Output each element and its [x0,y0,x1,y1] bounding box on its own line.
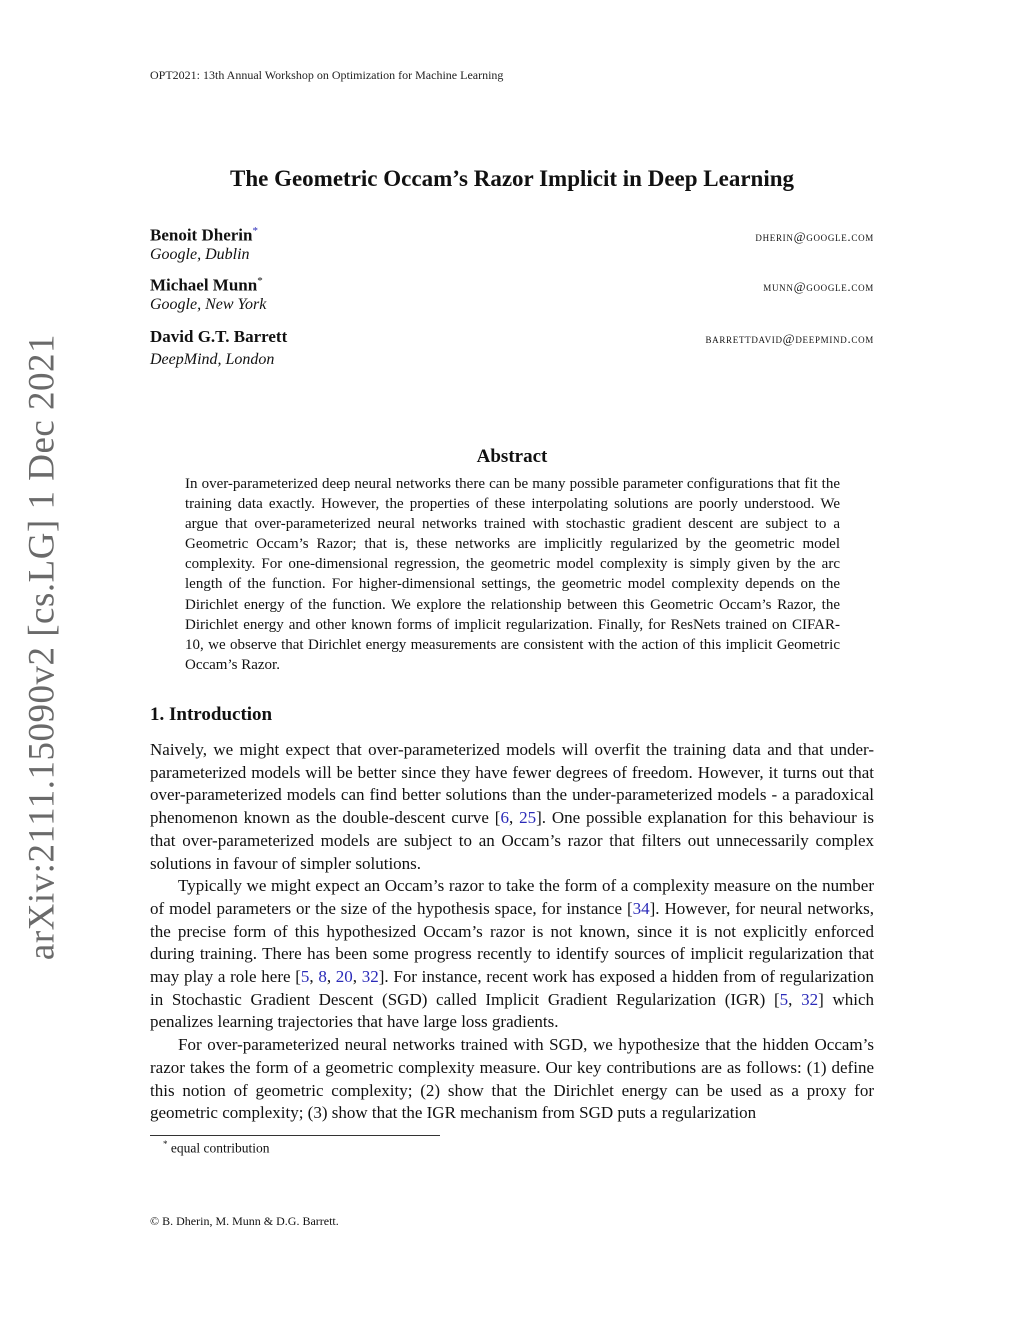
citation-link[interactable]: 32 [801,989,819,1009]
citation-link[interactable]: 6 [500,808,509,828]
paper-title: The Geometric Occam’s Razor Implicit in Deep Learning [229,166,795,191]
paragraph-3: For over-parameterized neural networks trained with SGD, we hypothesize that the hidden Occam’s razor takes the form of a geometric complexity measure. Our key contributions are as follows: (1) define this notion of geometric complexity; (2) show that the Dirichlet energy can be used as a proxy for geometric complexity; (3) show that the IGR mechanism from SGD puts a regularization [150,1035,874,1123]
copyright-notice: © B. Dherin, M. Munn & D.G. Barrett. [150,1214,339,1228]
citation-link[interactable]: 32 [361,967,379,987]
citation-link[interactable]: 25 [519,808,537,828]
citation-link[interactable]: 20 [335,967,353,987]
abstract-heading: Abstract [476,446,548,467]
author-name-dherin: Benoit Dherin* [150,225,258,245]
paragraph-2: Typically we might expect an Occam’s razor to take the form of a complexity measure on the number of model parameters or the size of the hypothesis space, for instance [34]. However, for neural networks, the precise form of this hypothesized Occam’s razor is not known, since it is not explicitly enforced during training. There has been some progress recently to identify sources of implicit regularization that may play a role here [5, 8, 20, 32]. For instance, recent work has exposed a hidden from of regularization in Stochastic Gradient Descent (SGD) called Implicit Gradient Regularization (IGR) [5, 32] which penalizes learning trajectories that have large loss gradients. [150,876,875,1032]
author-affiliation-dherin: Google, Dublin [150,246,250,263]
author-email-munn: munn@google.com [763,279,874,294]
author-footnote-mark: * [257,275,263,287]
citation-link[interactable]: 5 [779,989,789,1009]
section-heading-introduction: 1. Introduction [150,704,273,725]
author-email-barrett: barrettdavid@deepmind.com [705,331,874,346]
abstract-text: In over-parameterized deep neural networks there can be many possible parameter configurations that fit the training data exactly. However, the properties of these interpolating solutions are poorly understood. We argue that over-parameterized neural networks trained with stochastic gradient descent are subject to a Geometric Occam’s Razor; that is, these networks are implicitly regularized by the geometric model complexity. For one-dimensional regression, the geometric model complexity is simply given by the arc length of the function. For higher-dimensional settings, the geometric model complexity depends on the Dirichlet energy of the function. We explore the relationship between this Geometric Occam’s Razor, the Dirichlet energy and other known forms of implicit regularization. Finally, for ResNets trained on CIFAR-10, we observe that Dirichlet energy measurements are consistent with the action of this implicit Geometric Occam’s Razor. [185,476,840,673]
arxiv-id: arXiv:2111.15090v2 [cs.LG] 1 Dec 2021 [21,333,63,961]
introduction-body [150,739,874,1125]
author-name-barrett: David G.T. Barrett [150,327,288,346]
footnote-mark: * [163,1139,168,1149]
footnote-text: equal contribution [170,1140,270,1156]
citation-link[interactable]: 34 [632,898,650,918]
author-affiliation-munn: Google, New York [150,296,267,313]
footnote [163,1139,269,1157]
author-email-dherin: dherin@google.com [755,229,874,244]
citation-link[interactable]: 5 [300,967,310,987]
footnote-rule [150,1135,440,1136]
venue-header: OPT2021: 13th Annual Workshop on Optimization for Machine Learning [150,68,504,82]
citation-link[interactable]: 8 [318,967,327,987]
author-footnote-mark[interactable]: * [252,225,258,237]
author-affiliation-barrett: DeepMind, London [150,351,275,368]
paragraph-1: Naively, we might expect that over-parameterized models will overfit the training data and that under-parameterized models will be better since they have fewer degrees of freedom. However, it turns out that over-parameterized models can find better solutions than the under-parameterized models - a paradoxical phenomenon known as the double-descent curve [6, 25]. One possible explanation for this behaviour is that over-parameterized models are subject to an Occam’s razor that filters out unnecessarily complex solutions in favour of simpler solutions. [150,740,875,873]
author-name-munn: Michael Munn* [150,275,263,295]
